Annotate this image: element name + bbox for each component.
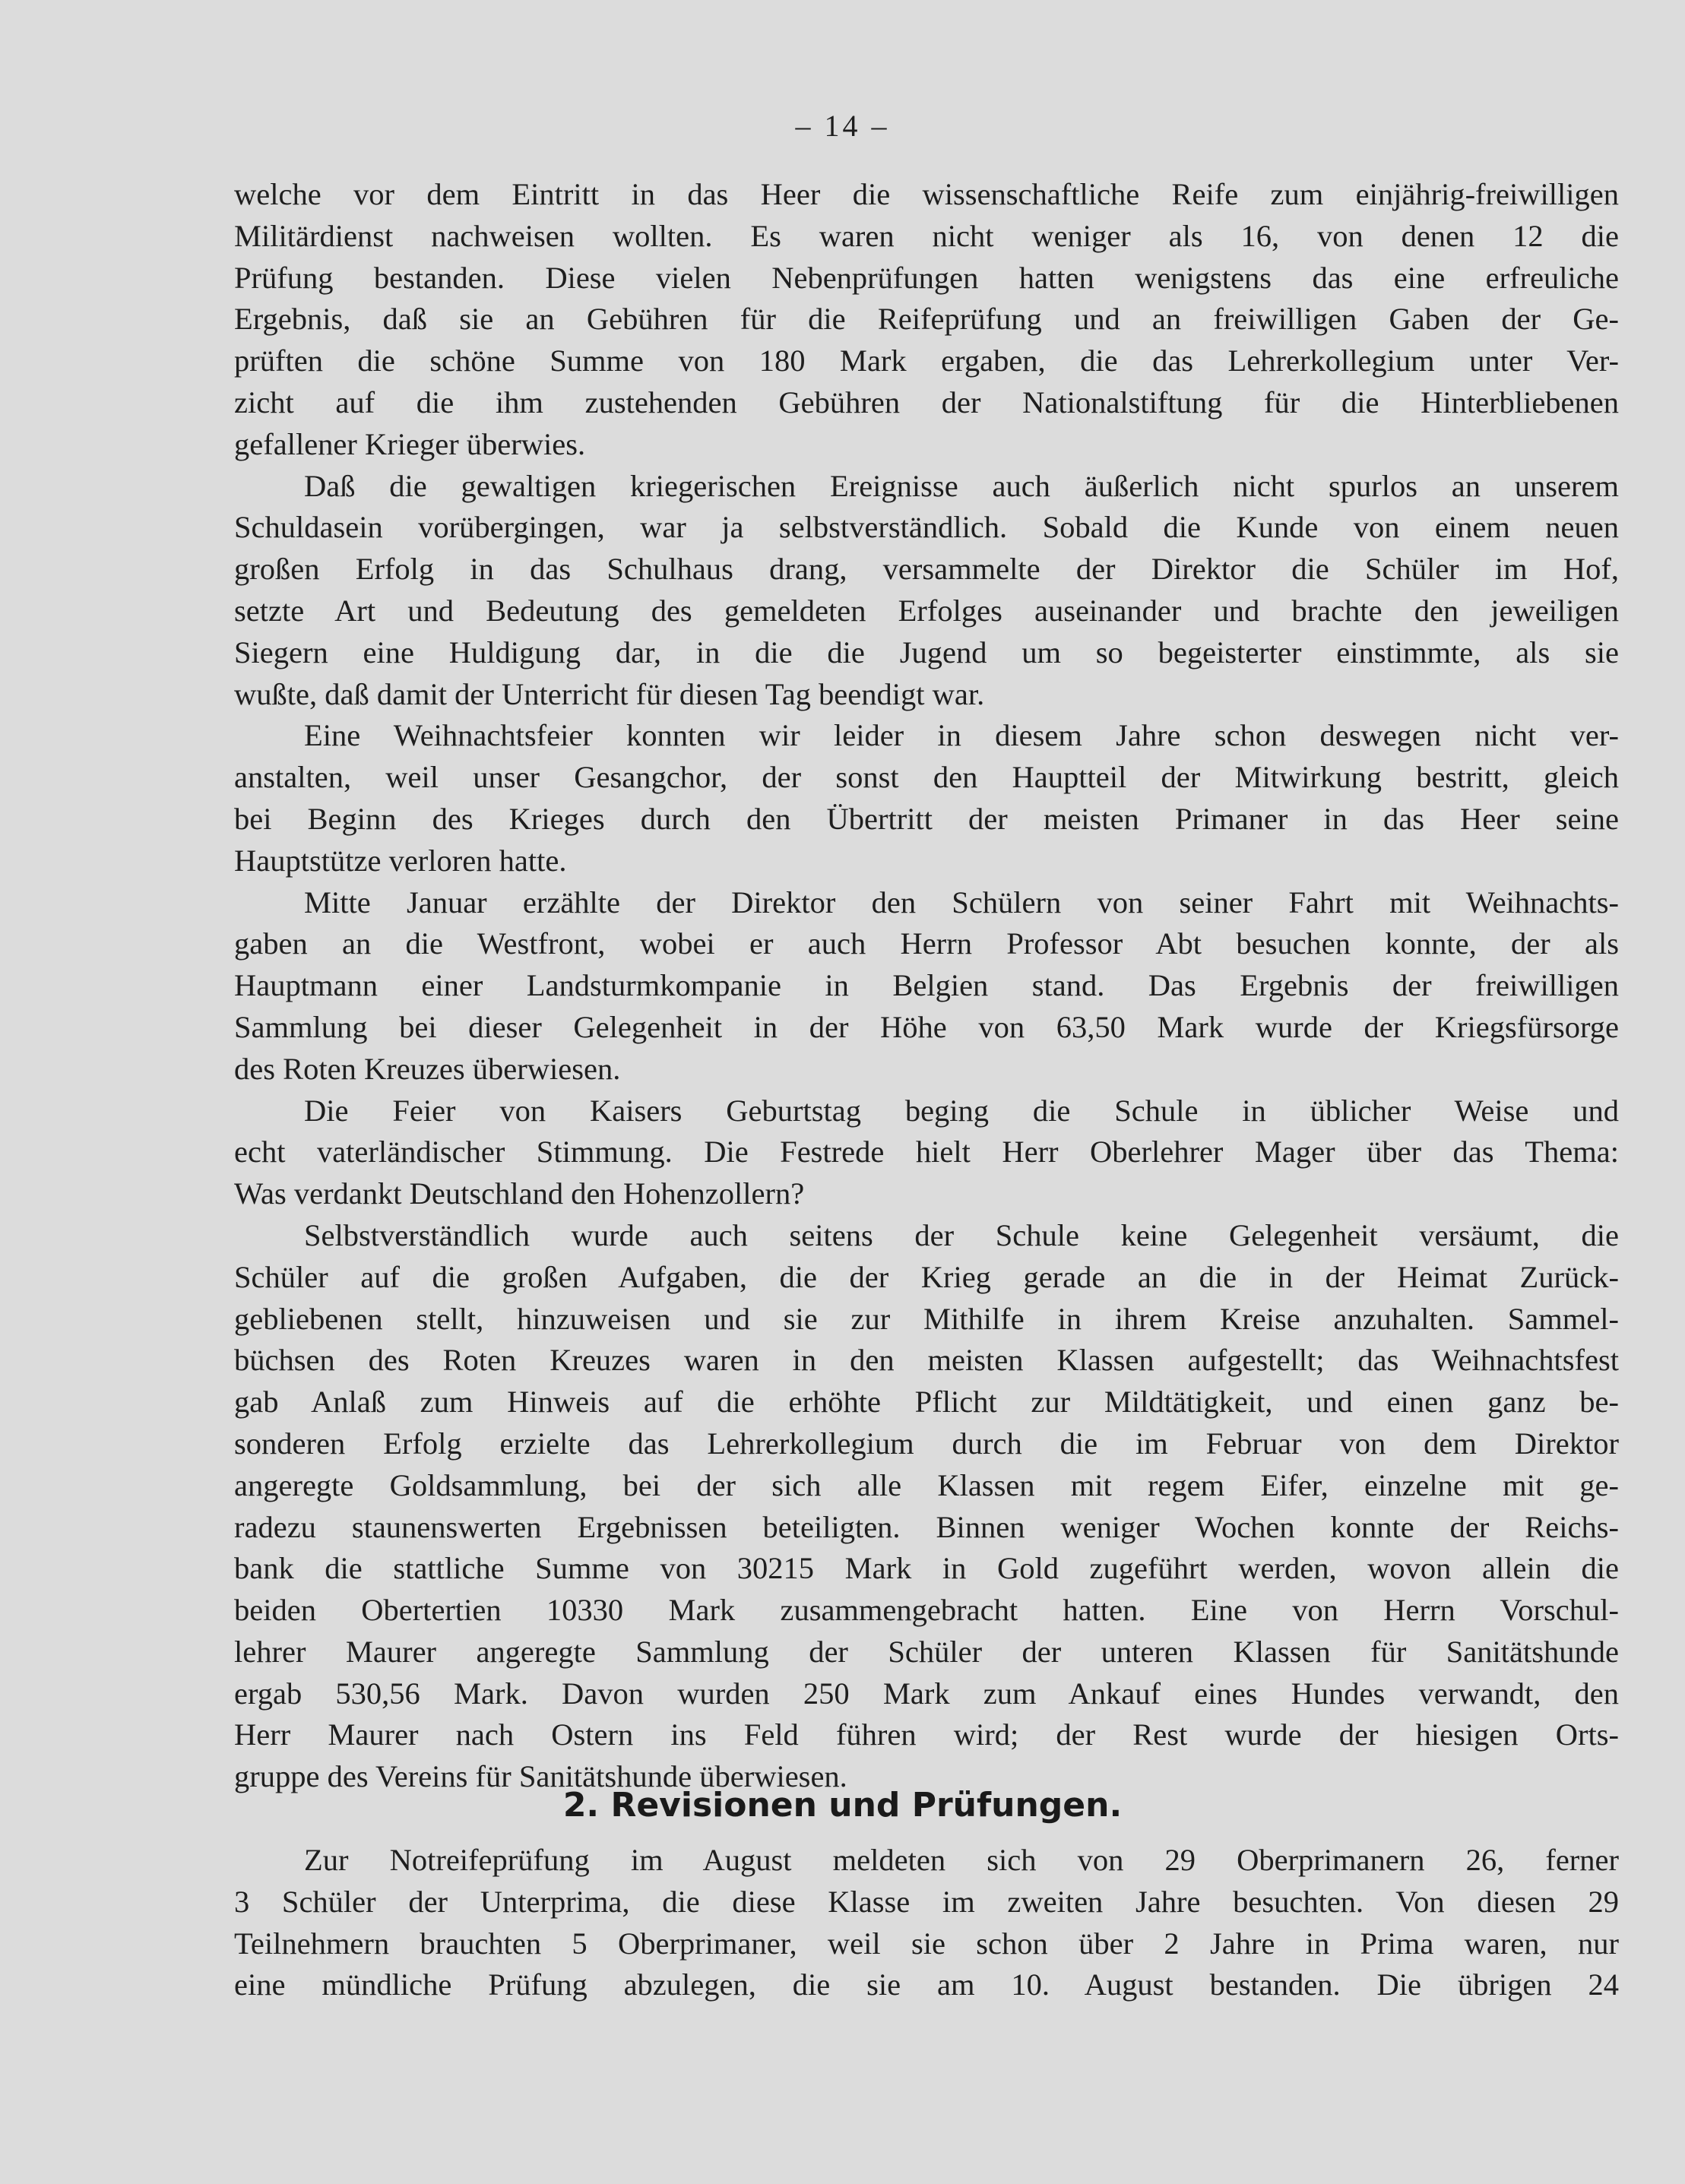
text-line: Schuldasein vorübergingen, war ja selbstverständlich. Sobald die Kunde von einem neuen [234,510,1619,545]
text-line: lehrer Maurer angeregte Sammlung der Schüler der unteren Klassen für Sanitätshunde [234,1634,1619,1669]
text-line: Selbstverständlich wurde auch seitens der Schule keine Gelegenheit versäumt, die [304,1217,1619,1252]
text-line: gruppe des Vereins für Sanitätshunde überwiesen. [234,1759,847,1794]
text-line: setzte Art und Bedeutung des gemeldeten Erfolges auseinander und brachte den jeweiligen [234,593,1619,628]
text-line: Die Feier von Kaisers Geburtstag beging die Schule in üblicher Weise und [304,1093,1619,1128]
text-line: wußte, daß damit der Unterricht für diesen Tag beendigt war. [234,676,985,711]
text-line: großen Erfolg in das Schulhaus drang, versammelte der Direktor die Schüler im Hof, [234,552,1619,587]
body-text-section-1 [234,174,1619,1798]
text-line: 3 Schüler der Unterprima, die diese Klasse im zweiten Jahre besuchten. Von diesen 29 [234,1884,1619,1919]
text-line: Hauptmann einer Landsturmkompanie in Belgien stand. Das Ergebnis der freiwilligen [234,968,1619,1003]
text-line: zicht auf die ihm zustehenden Gebühren der Nationalstiftung für die Hinterbliebenen [234,385,1619,419]
text-line: ergab 530,56 Mark. Davon wurden 250 Mark zum Ankauf eines Hundes verwandt, den [234,1676,1619,1711]
text-line: sonderen Erfolg erzielte das Lehrerkollegium durch die im Februar von dem Direktor [234,1426,1619,1461]
text-line: welche vor dem Eintritt in das Heer die wissenschaftliche Reife zum einjährig-freiwilligen [234,177,1619,211]
text-line: des Roten Kreuzes überwiesen. [234,1051,621,1086]
text-line: angeregte Goldsammlung, bei der sich alle Klassen mit regem Eifer, einzelne mit ge- [234,1467,1619,1502]
text-line: beiden Obertertien 10330 Mark zusammengebracht hatten. Eine von Herrn Vorschul- [234,1593,1619,1628]
text-line: eine mündliche Prüfung abzulegen, die sie am 10. August bestanden. Die übrigen 24 [234,1967,1619,2002]
body-text-section-2 [234,1840,1619,2006]
text-line: Hauptstütze verloren hatte. [234,843,567,878]
text-line: gebliebenen stellt, hinzuweisen und sie zur Mithilfe in ihrem Kreise anzuhalten. Sammel- [234,1301,1619,1336]
text-line: Teilnehmern brauchten 5 Oberprimaner, weil sie schon über 2 Jahre in Prima waren, nur [234,1926,1619,1961]
text-line: Daß die gewaltigen kriegerischen Ereignisse auch äußerlich nicht spurlos an unserem [304,468,1619,503]
text-line: Militärdienst nachweisen wollten. Es waren nicht weniger als 16, von denen 12 die [234,218,1619,253]
text-line: bank die stattliche Summe von 30215 Mark in Gold zugeführt werden, wovon allein die [234,1551,1619,1586]
text-line: Sammlung bei dieser Gelegenheit in der Höhe von 63,50 Mark wurde der Kriegsfürsorge [234,1009,1619,1044]
text-line: Herr Maurer nach Ostern ins Feld führen wird; der Rest wurde der hiesigen Orts- [234,1717,1619,1752]
text-line: büchsen des Roten Kreuzes waren in den meisten Klassen aufgestellt; das Weihnachtsfest [234,1343,1619,1378]
text-line: Siegern eine Huldigung dar, in die die Jugend um so begeisterter einstimmte, als sie [234,635,1619,669]
text-line: anstalten, weil unser Gesangchor, der sonst den Hauptteil der Mitwirkung bestritt, gleich [234,760,1619,795]
text-line: Schüler auf die großen Aufgaben, die der Krieg gerade an die in der Heimat Zurück- [234,1259,1619,1294]
text-line: radezu staunenswerten Ergebnissen beteiligten. Binnen weniger Wochen konnte der Reichs- [234,1509,1619,1544]
text-line: bei Beginn des Krieges durch den Übertritt der meisten Primaner in das Heer seine [234,801,1619,836]
text-line: prüften die schöne Summe von 180 Mark ergaben, die das Lehrerkollegium unter Ver- [234,343,1619,378]
text-line: echt vaterländischer Stimmung. Die Festrede hielt Herr Oberlehrer Mager über das Thema: [234,1135,1619,1170]
text-line: Mitte Januar erzählte der Direktor den Schülern von seiner Fahrt mit Weihnachts- [304,885,1619,919]
text-line: gaben an die Westfront, wobei er auch Herrn Professor Abt besuchen konnte, der als [234,926,1619,961]
text-line: Zur Notreifeprüfung im August meldeten sich von 29 Oberprimanern 26, ferner [304,1843,1619,1877]
section-heading: 2. Revisionen und Prüfungen. [562,1786,1123,1825]
text-line: gab Anlaß zum Hinweis auf die erhöhte Pflicht zur Mildtätigkeit, und einen ganz be- [234,1385,1619,1420]
text-line: Prüfung bestanden. Diese vielen Nebenprüfungen hatten wenigstens das eine erfreuliche [234,260,1619,295]
text-line: Ergebnis, daß sie an Gebühren für die Reifeprüfung und an freiwilligen Gaben der Ge- [234,302,1619,337]
text-line: Eine Weihnachtsfeier konnten wir leider in diesem Jahre schon deswegen nicht ver- [304,718,1619,753]
text-line: Was verdankt Deutschland den Hohenzollern? [234,1176,805,1211]
text-line: gefallener Krieger überwies. [234,426,586,461]
page-number: – 14 – [795,109,890,143]
